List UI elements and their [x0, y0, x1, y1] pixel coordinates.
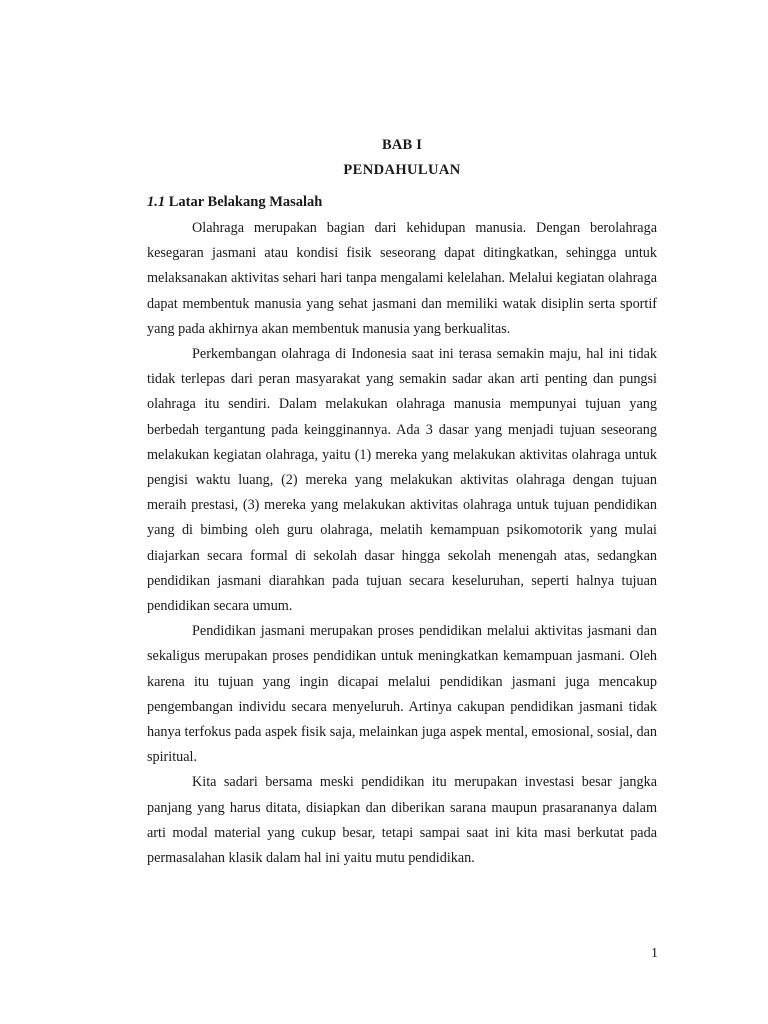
paragraph: Olahraga merupakan bagian dari kehidupan manusia. Dengan berolahraga kesegaran jasmani atau kondisi fisik seseorang dapat ditingkatkan, sehingga untuk melaksanakan aktivitas sehari hari tanpa mengalami kelelahan. Melalui kegiatan olahraga dapat membentuk manusia yang sehat jasmani dan memiliki watak disiplin serta sportif yang pada akhirnya akan membentuk manusia yang berkualitas. [147, 220, 657, 337]
paragraph: Perkembangan olahraga di Indonesia saat ini terasa semakin maju, hal ini tidak tidak terlepas dari peran masyarakat yang semakin sadar akan arti penting dan pungsi olahraga itu sendiri. Dalam melakukan olahraga manusia mempunyai tujuan yang berbedah tergantung pada keingginannya. Ada 3 dasar yang menjadi tujuan seseorang melakukan kegiatan olahraga, yaitu (1) mereka yang melakukan aktivitas olahraga untuk pengisi waktu luang, (2) mereka yang melakukan aktivitas olahraga dengan tujuan meraih prestasi, (3) mereka yang melakukan aktivitas olahraga untuk tujuan pendidikan yang di bimbing oleh guru olahraga, melatih kemampuan psikomotorik yang mulai diajarkan secara formal di sekolah dasar hingga sekolah menengah atas, sedangkan pendidikan jasmani diarahkan pada tujuan secara keseluruhan, seperti halnya tujuan pendidikan secara umum. [147, 346, 657, 615]
section-heading [147, 194, 322, 211]
chapter-title: PENDAHULUAN [343, 162, 461, 178]
section-number: 1.1 [147, 194, 166, 210]
paragraph: Pendidikan jasmani merupakan proses pendidikan melalui aktivitas jasmani dan sekaligus merupakan proses pendidikan untuk meningkatkan kemampuan jasmani. Oleh karena itu tujuan yang ingin dicapai melalui pendidikan jasmani juga mencakup pengembangan individu secara menyeluruh. Artinya cakupan pendidikan jasmani tidak hanya terfokus pada aspek fisik saja, melainkan juga aspek mental, emosional, sosial, dan spiritual. [147, 623, 657, 766]
page-number: 1 [651, 946, 658, 961]
body-text [147, 216, 657, 871]
chapter-number: BAB I [381, 137, 423, 153]
section-title: Latar Belakang Masalah [168, 194, 323, 210]
paragraph: Kita sadari bersama meski pendidikan itu merupakan investasi besar jangka panjang yang harus ditata, disiapkan dan diberikan sarana maupun prasarananya dalam arti modal material yang cukup besar, tetapi sampai saat ini kita masi berkutat pada permasalahan klasik dalam hal ini yaitu mutu pendidikan. [147, 774, 657, 867]
